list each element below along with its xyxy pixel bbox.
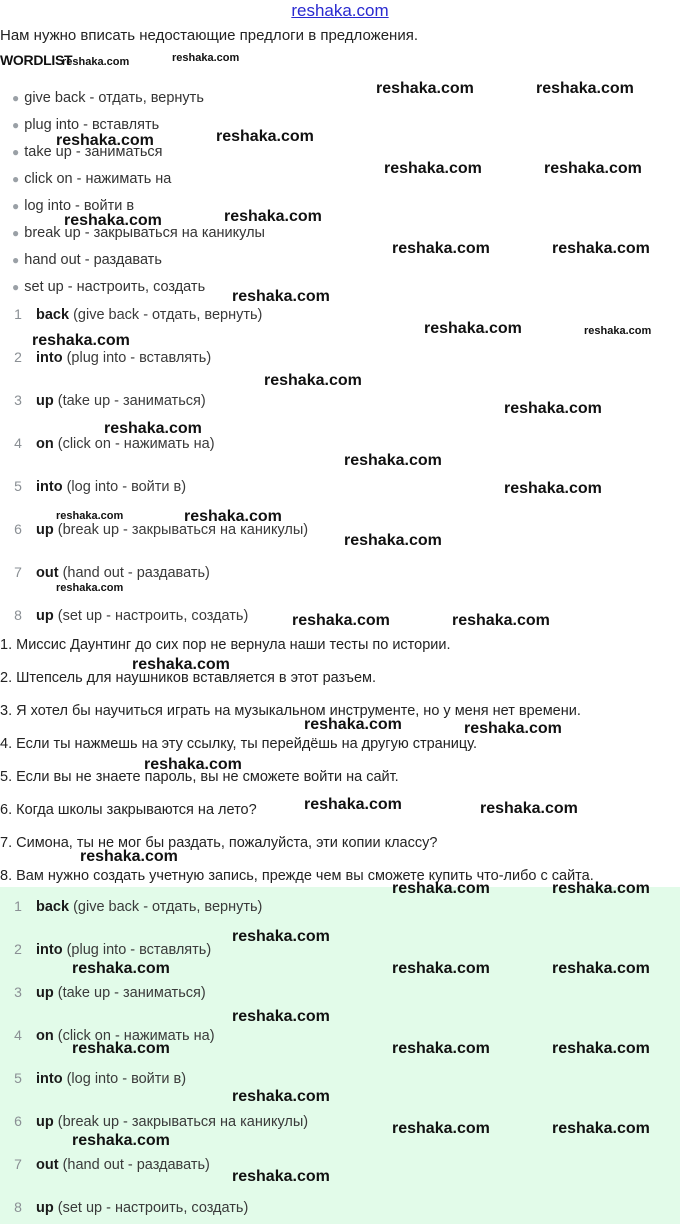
- watermark-text: reshaka.com: [232, 1008, 330, 1025]
- answer-gloss: (take up - заниматься): [53, 393, 206, 409]
- watermark-text: reshaka.com: [536, 80, 634, 97]
- watermark-text: reshaka.com: [376, 80, 474, 97]
- answer-row: [0, 941, 211, 958]
- answer-gloss: (plug into - вставлять): [62, 942, 212, 958]
- answer-gloss: (give back - отдать, вернуть): [69, 307, 263, 323]
- answer-row: [0, 607, 248, 624]
- site-header-link[interactable]: reshaka.com: [291, 1, 389, 20]
- wordlist-item-text: break up - закрываться на каникулы: [24, 225, 265, 241]
- bullet-icon: ●: [12, 199, 20, 213]
- answer-number: 8: [14, 1199, 22, 1215]
- watermark-text: reshaka.com: [392, 960, 490, 977]
- watermark-text: reshaka.com: [232, 928, 330, 945]
- wordlist-item: [12, 279, 205, 295]
- answer-number: 6: [14, 521, 22, 537]
- watermark-text: reshaka.com: [392, 880, 490, 897]
- bullet-icon: ●: [12, 226, 20, 240]
- wordlist-item-text: click on - нажимать на: [24, 171, 172, 187]
- watermark-text: reshaka.com: [144, 756, 242, 773]
- wordlist-item-text: hand out - раздавать: [24, 252, 162, 268]
- watermark-text: reshaka.com: [584, 325, 652, 337]
- watermark-text: reshaka.com: [72, 1040, 170, 1057]
- wordlist-item-text: plug into - вставлять: [24, 117, 160, 133]
- answer-number: 4: [14, 1027, 22, 1043]
- translation-line: 4. Если ты нажмешь на эту ссылку, ты перейдёшь на другую страницу.: [0, 736, 477, 752]
- watermark-text: reshaka.com: [552, 1040, 650, 1057]
- answer-word: into: [36, 1071, 63, 1087]
- watermark-text: reshaka.com: [216, 128, 314, 145]
- answer-number: 3: [14, 984, 22, 1000]
- watermark-text: reshaka.com: [232, 1088, 330, 1105]
- answer-word: back: [36, 307, 70, 323]
- watermark-text: reshaka.com: [544, 160, 642, 177]
- bullet-icon: ●: [12, 172, 20, 186]
- answer-word: on: [36, 436, 54, 452]
- wordlist-item-text: take up - заниматься: [24, 144, 163, 160]
- watermark-text: reshaka.com: [64, 212, 162, 229]
- wordlist-item: [12, 252, 162, 268]
- watermark-text: reshaka.com: [552, 1120, 650, 1137]
- watermark-text: reshaka.com: [504, 480, 602, 497]
- wordlist-item-text: log into - войти в: [24, 198, 135, 214]
- answer-word: out: [36, 565, 59, 581]
- answer-word: back: [36, 899, 70, 915]
- wordlist-item-text: set up - настроить, создать: [24, 279, 206, 295]
- answer-gloss: (set up - настроить, создать): [53, 608, 249, 624]
- answer-gloss: (take up - заниматься): [53, 985, 206, 1001]
- watermark-text: reshaka.com: [304, 796, 402, 813]
- wordlist-item: [12, 117, 159, 133]
- wordlist-title: WORDLIST: [0, 52, 73, 68]
- answer-word: into: [36, 350, 63, 366]
- watermark-text: reshaka.com: [452, 612, 550, 629]
- answer-row: [0, 1070, 186, 1087]
- watermark-text: reshaka.com: [72, 1132, 170, 1149]
- answer-gloss: (log into - войти в): [62, 479, 187, 495]
- bullet-icon: ●: [12, 280, 20, 294]
- translation-line: 7. Симона, ты не мог бы раздать, пожалуйста, эти копии классу?: [0, 835, 438, 851]
- watermark-text: reshaka.com: [80, 848, 178, 865]
- answer-word: up: [36, 985, 54, 1001]
- answer-row: [0, 306, 262, 323]
- answer-gloss: (give back - отдать, вернуть): [69, 899, 263, 915]
- answer-word: into: [36, 942, 63, 958]
- watermark-text: reshaka.com: [132, 656, 230, 673]
- intro-text: Нам нужно вписать недостающие предлоги в предложения.: [0, 27, 418, 44]
- answer-word: on: [36, 1028, 54, 1044]
- translation-line: 3. Я хотел бы научиться играть на музыкальном инструменте, но у меня нет времени.: [0, 703, 581, 719]
- answer-word: up: [36, 522, 54, 538]
- translation-line: 1. Миссис Даунтинг до сих пор не вернула наши тесты по истории.: [0, 637, 451, 653]
- answer-row: [0, 1113, 308, 1130]
- answer-row: [0, 564, 210, 581]
- answer-number: 5: [14, 1070, 22, 1086]
- answer-number: 8: [14, 607, 22, 623]
- watermark-text: reshaka.com: [264, 372, 362, 389]
- watermark-text: reshaka.com: [56, 582, 124, 594]
- watermark-text: reshaka.com: [424, 320, 522, 337]
- wordlist-item-text: give back - отдать, вернуть: [24, 90, 204, 106]
- bullet-icon: ●: [12, 253, 20, 267]
- watermark-text: reshaka.com: [344, 452, 442, 469]
- watermark-text: reshaka.com: [344, 532, 442, 549]
- answer-row: [0, 1199, 248, 1216]
- answer-word: up: [36, 1114, 54, 1130]
- watermark-text: reshaka.com: [56, 510, 124, 522]
- answer-gloss: (log into - войти в): [62, 1071, 187, 1087]
- bullet-icon: ●: [12, 145, 20, 159]
- bullet-icon: ●: [12, 91, 20, 105]
- watermark-text: reshaka.com: [392, 1120, 490, 1137]
- answer-number: 7: [14, 564, 22, 580]
- watermark-text: reshaka.com: [232, 1168, 330, 1185]
- answer-gloss: (set up - настроить, создать): [53, 1200, 249, 1216]
- watermark-text: reshaka.com: [480, 800, 578, 817]
- translation-line: 2. Штепсель для наушников вставляется в этот разъем.: [0, 670, 377, 686]
- answer-word: out: [36, 1157, 59, 1173]
- watermark-text: reshaka.com: [104, 420, 202, 437]
- bullet-icon: ●: [12, 118, 20, 132]
- watermark-text: reshaka.com: [392, 1040, 490, 1057]
- answer-gloss: (click on - нажимать на): [53, 436, 215, 452]
- watermark-text: reshaka.com: [32, 332, 130, 349]
- watermark-text: reshaka.com: [392, 240, 490, 257]
- watermark-text: reshaka.com: [304, 716, 402, 733]
- answer-number: 7: [14, 1156, 22, 1172]
- answer-row: [0, 1156, 210, 1173]
- answer-gloss: (break up - закрываться на каникулы): [53, 522, 309, 538]
- watermark-text: reshaka.com: [232, 288, 330, 305]
- translation-line: 6. Когда школы закрываются на лето?: [0, 802, 257, 818]
- answer-word: into: [36, 479, 63, 495]
- watermark-text: reshaka.com: [172, 52, 240, 64]
- watermark-text: reshaka.com: [292, 612, 390, 629]
- answer-number: 5: [14, 478, 22, 494]
- answer-row: [0, 898, 262, 915]
- watermark-text: reshaka.com: [384, 160, 482, 177]
- answer-number: 1: [14, 306, 22, 322]
- wordlist-item: [12, 90, 204, 106]
- answer-number: 2: [14, 941, 22, 957]
- watermark-text: reshaka.com: [552, 880, 650, 897]
- watermark-text: reshaka.com: [464, 720, 562, 737]
- answer-number: 4: [14, 435, 22, 451]
- watermark-text: reshaka.com: [184, 508, 282, 525]
- answer-gloss: (hand out - раздавать): [58, 565, 210, 581]
- answer-word: up: [36, 1200, 54, 1216]
- answer-word: up: [36, 393, 54, 409]
- answer-number: 1: [14, 898, 22, 914]
- watermark-text: reshaka.com: [504, 400, 602, 417]
- watermark-text: reshaka.com: [56, 132, 154, 149]
- translation-line: 5. Если вы не знаете пароль, вы не сможете войти на сайт.: [0, 769, 399, 785]
- answer-row: [0, 478, 186, 495]
- answer-gloss: (break up - закрываться на каникулы): [53, 1114, 309, 1130]
- watermark-text: reshaka.com: [552, 240, 650, 257]
- watermark-text: reshaka.com: [224, 208, 322, 225]
- watermark-text: reshaka.com: [72, 960, 170, 977]
- answer-word: up: [36, 608, 54, 624]
- answer-gloss: (hand out - раздавать): [58, 1157, 210, 1173]
- answer-row: [0, 392, 206, 409]
- answer-row: [0, 984, 206, 1001]
- answer-number: 6: [14, 1113, 22, 1129]
- wordlist-item: [12, 171, 171, 187]
- answer-number: 3: [14, 392, 22, 408]
- answer-row: [0, 349, 211, 366]
- watermark-text: reshaka.com: [62, 56, 130, 68]
- watermark-text: reshaka.com: [552, 960, 650, 977]
- translation-line: 8. Вам нужно создать учетную запись, прежде чем вы сможете купить что-либо с сайта.: [0, 868, 594, 884]
- answer-number: 2: [14, 349, 22, 365]
- answer-gloss: (plug into - вставлять): [62, 350, 212, 366]
- answer-gloss: (click on - нажимать на): [53, 1028, 215, 1044]
